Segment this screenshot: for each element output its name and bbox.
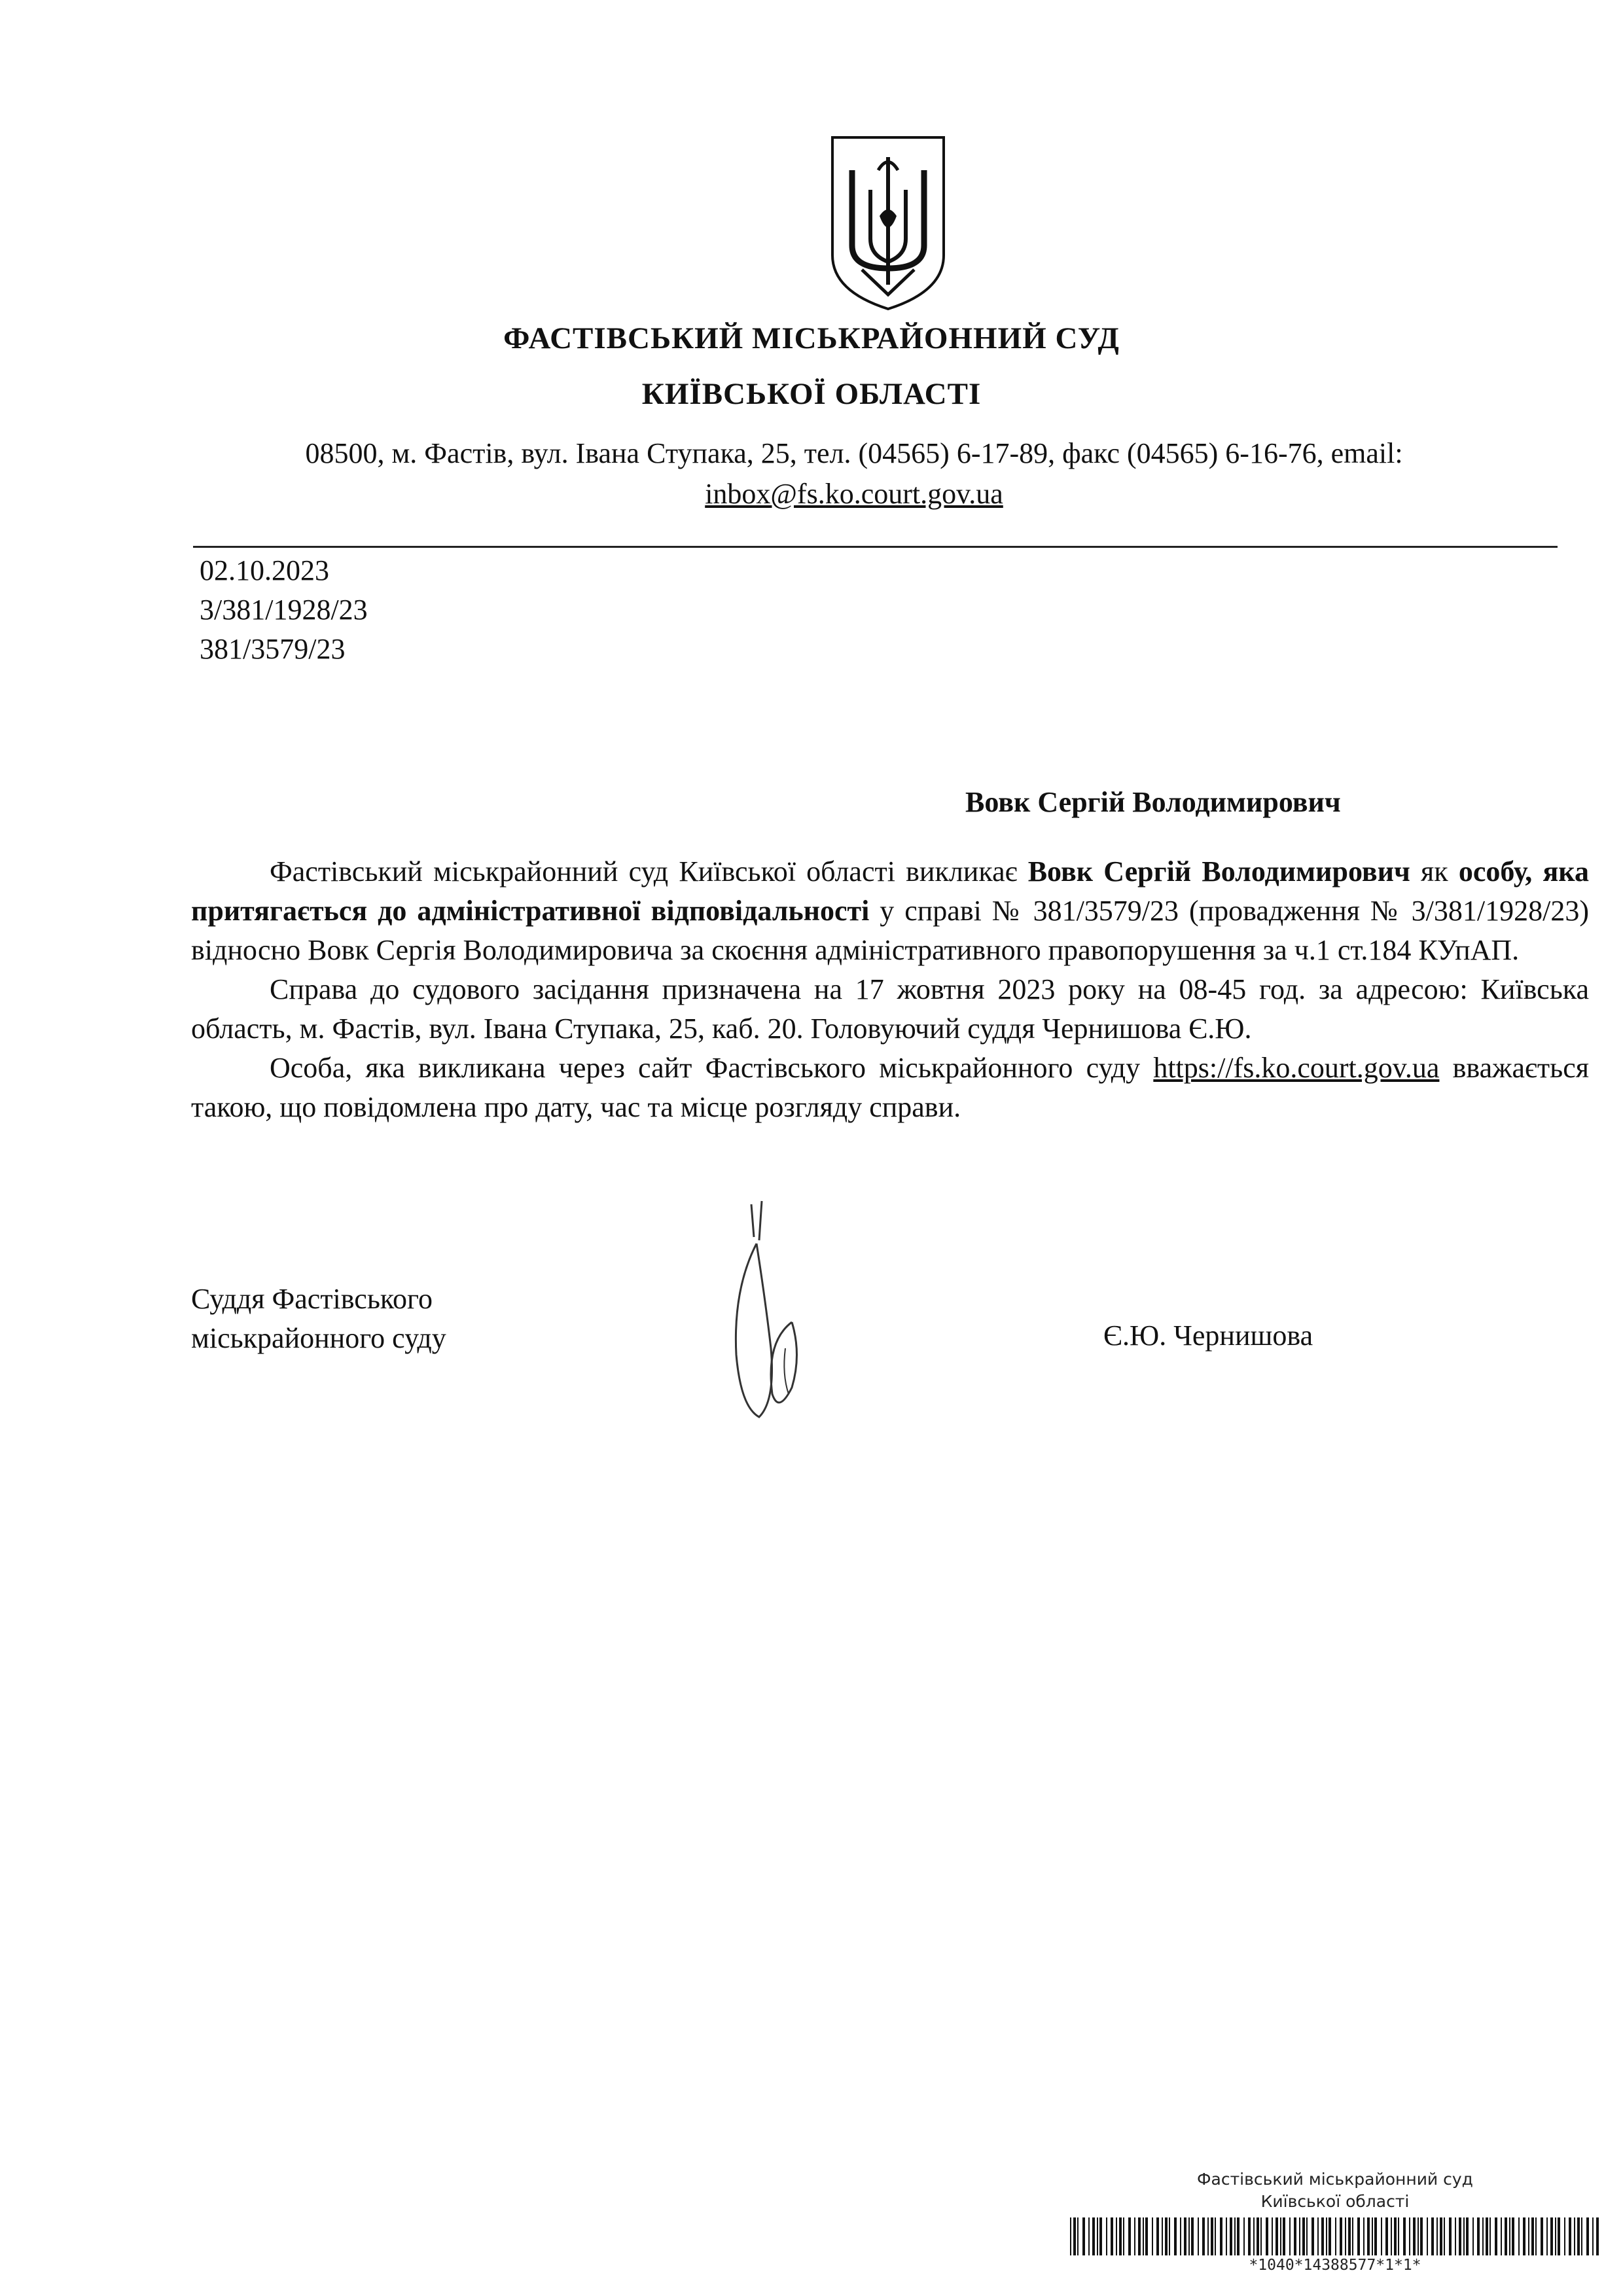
handwritten-signature (694, 1191, 825, 1433)
proceeding-number: 3/381/1928/23 (200, 594, 368, 626)
person-role: особу, яка притягається до адміністративної відповідальності (191, 855, 1589, 927)
summons-paragraph-2: Справа до судового засідання призначена на 17 жовтня 2023 року на 08-45 год. за адресою: Київська область, м. Фастів, вул. Івана Ступака, 25, каб. 20. Головуючий суддя Чернишова Є.Ю. (191, 973, 1589, 1045)
judge-position: Суддя Фастівського міськрайонного суду (191, 1283, 446, 1354)
summons-paragraph-1: Фастівський міськрайонний суд Київської області викликає Вовк Сергій Володимирович як особу, яка притягається до адміністративної відповідальності у справі № 381/3579/23 (провадження № 3/381/1928/23) відносно Вовк Сергія Володимировича за скоєння адміністративного правопорушення за ч.1 ст.184 КУпАП. (191, 855, 1589, 966)
email-link[interactable]: inbox@fs.ko.court.gov.ua (705, 478, 1003, 510)
header-divider (193, 546, 1558, 548)
address-line: 08500, м. Фастів, вул. Івана Ступака, 25, тел. (04565) 6-17-89, факс (04565) 6-16-76, email: (305, 437, 1403, 469)
summons-body (191, 852, 1589, 1127)
judge-name: Є.Ю. Чернишова (1103, 1319, 1313, 1352)
court-name-line2: КИЇВСЬКОЇ ОБЛАСТІ (641, 377, 982, 411)
summoned-person-name: Вовк Сергій Володимирович (1027, 855, 1410, 888)
court-name-line1: ФАСТІВСЬКИЙ МІСЬКРАЙОННИЙ СУД (503, 321, 1120, 355)
addressee-name: Вовк Сергій Володимирович (965, 786, 1341, 818)
stamp-court-name: Фастівський міськрайонний суд (1197, 2170, 1473, 2189)
document-date: 02.10.2023 (200, 554, 329, 586)
barcode-icon (1070, 2217, 1600, 2255)
barcode-number: *1040*14388577*1*1* (1249, 2257, 1421, 2274)
document-references (200, 551, 368, 669)
coat-of-arms-icon (826, 131, 950, 314)
summons-paragraph-3: Особа, яка викликана через сайт Фастівського міськрайонного суду https://fs.ko.court.gov.ua вважається такою, що повідомлена про дату, час та місце розгляду справи. (191, 1052, 1589, 1123)
court-address (196, 433, 1512, 514)
case-number: 381/3579/23 (200, 633, 346, 665)
court-website-link[interactable]: https://fs.ko.court.gov.ua (1153, 1052, 1440, 1084)
stamp-region: Київської області (1260, 2192, 1410, 2211)
